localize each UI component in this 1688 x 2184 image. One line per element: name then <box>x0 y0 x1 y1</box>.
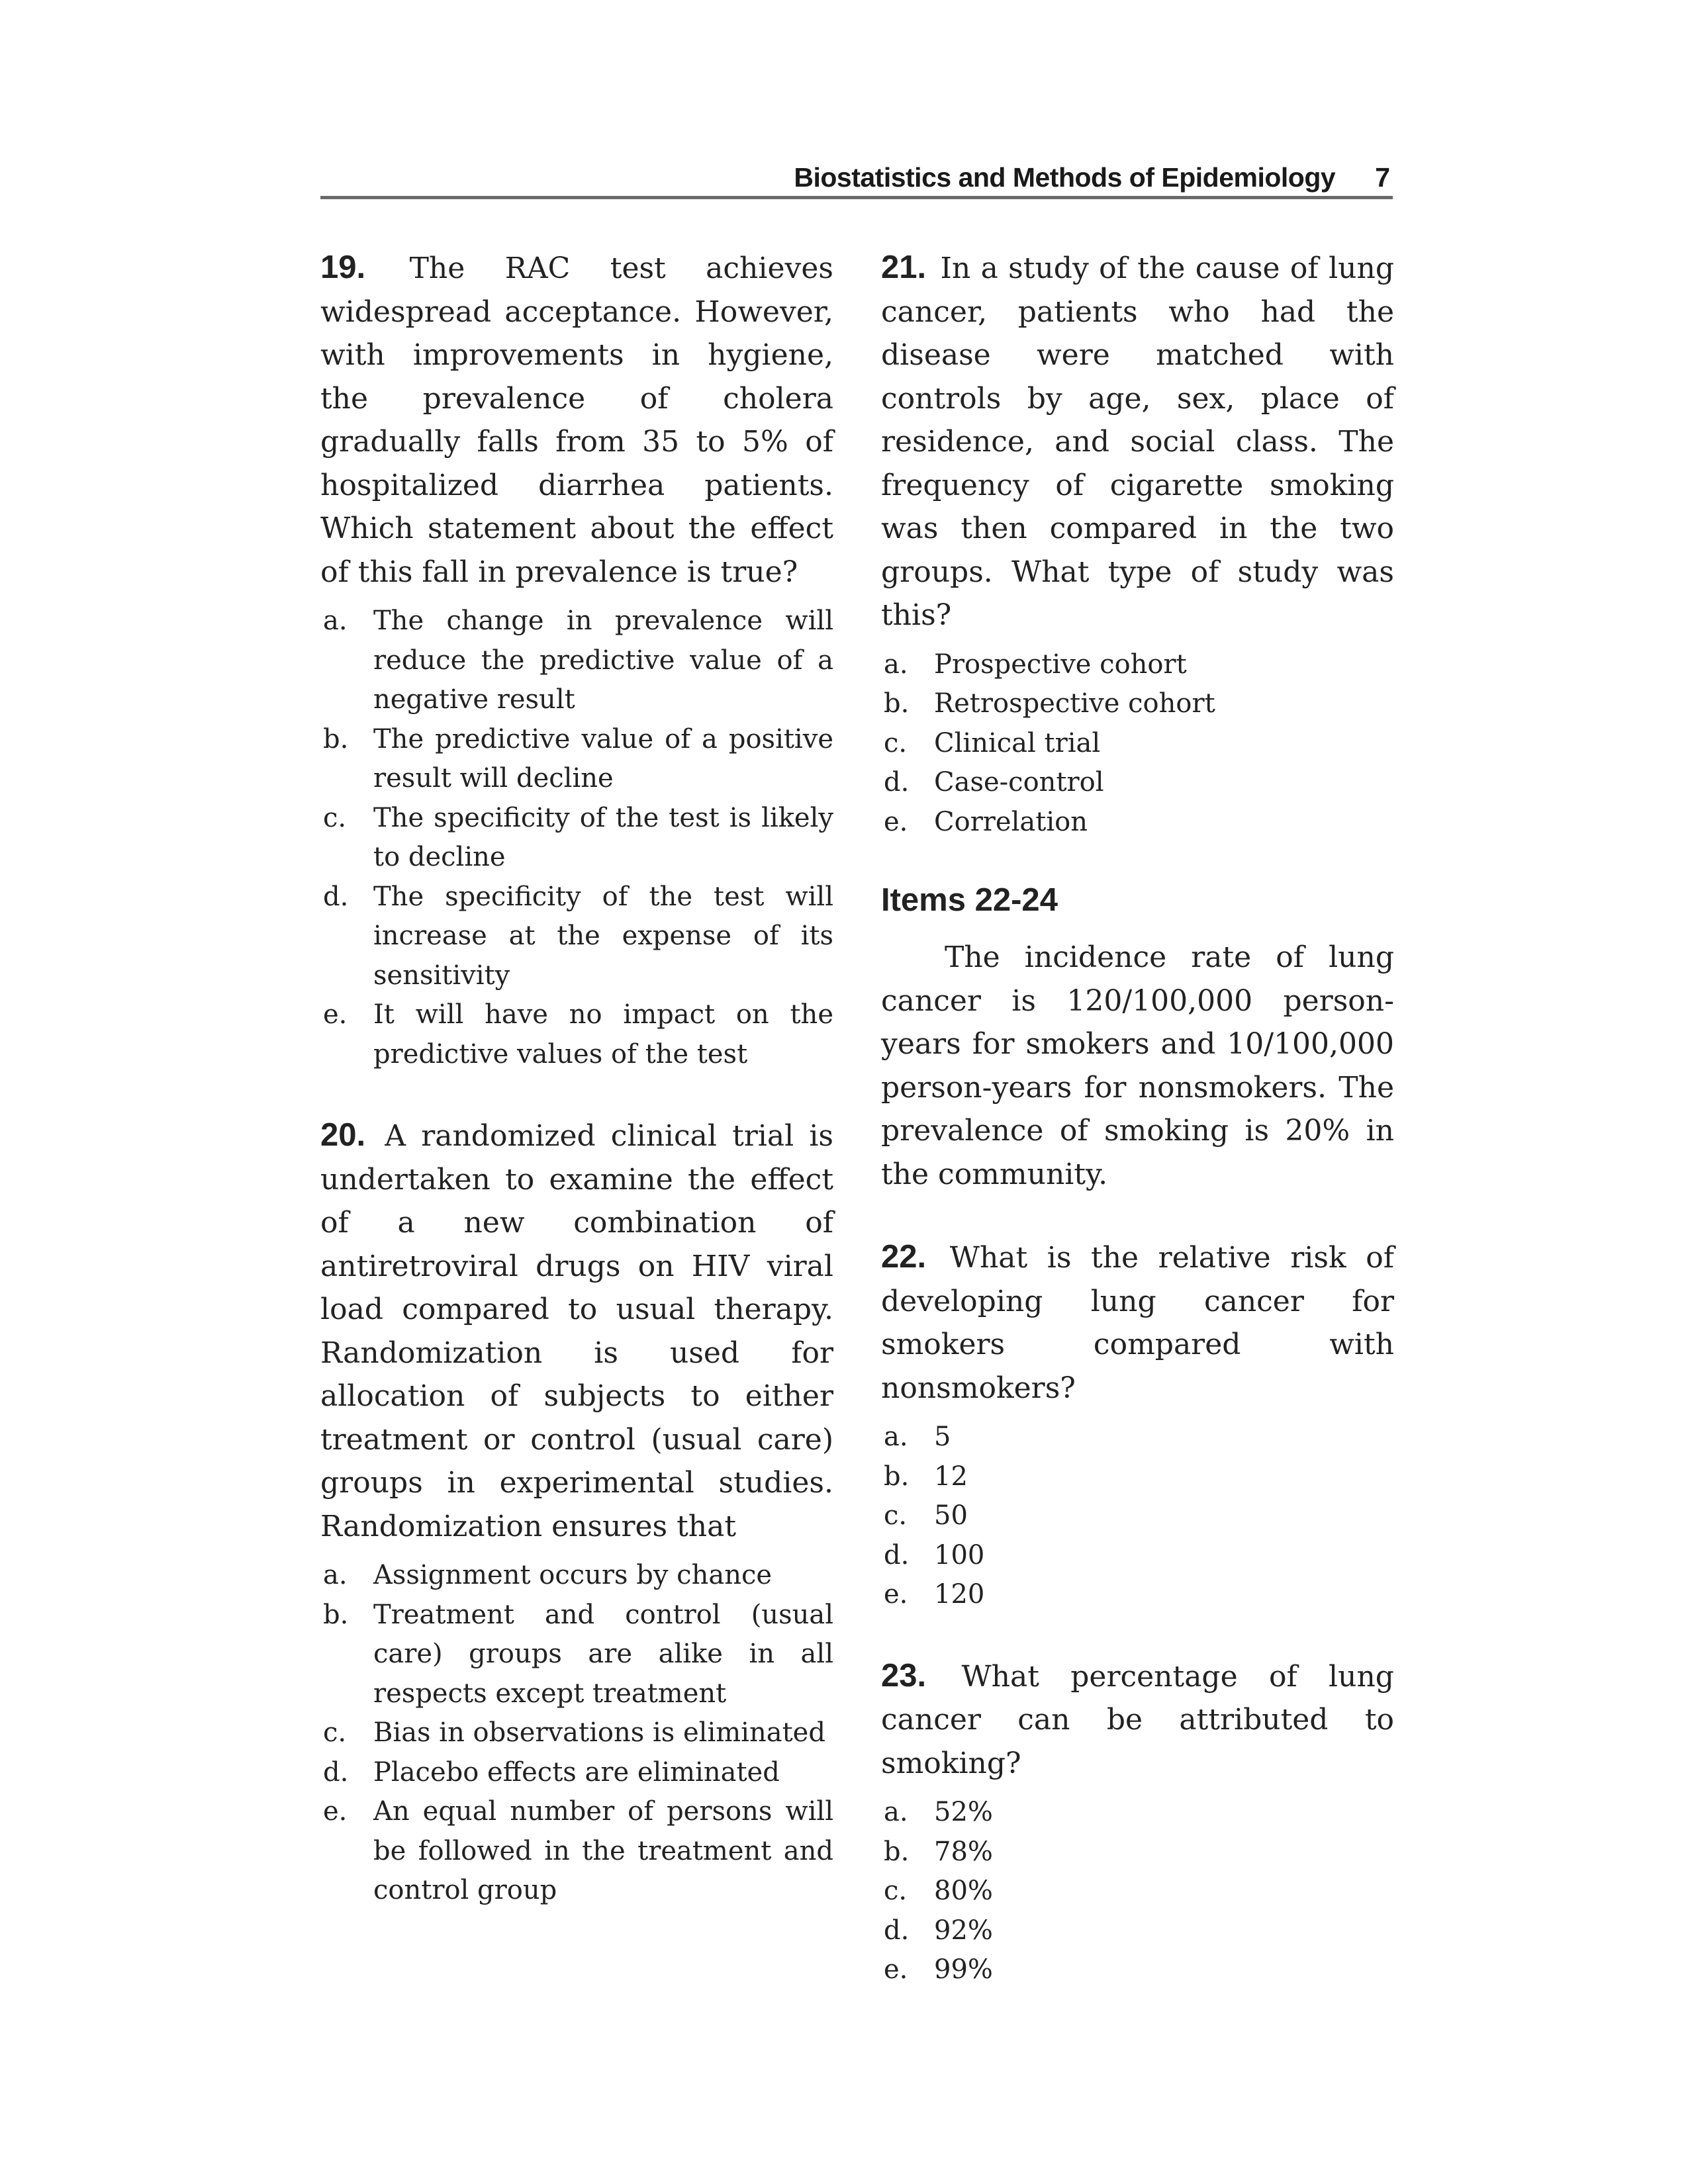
option-text: 12 <box>934 1461 968 1492</box>
option-text: Prospective cohort <box>934 649 1187 680</box>
option-letter: b. <box>323 1599 349 1630</box>
answer-options <box>881 645 1394 842</box>
option-letter: e. <box>884 806 908 837</box>
items-passage: The incidence rate of lung cancer is 120/100,000 person-years for smokers and 10/100,000 person-years for nonsmokers. The prevalence of smoking is 20% in the community. <box>881 940 1394 1191</box>
question-number: 22. <box>881 1239 927 1275</box>
question-text: In a study of the cause of lung cancer, patients who had the disease were matched with controls by age, sex, place of residence, and social class. The frequency of cigarette smoking was then compared in the two groups. What type of study was this? <box>881 251 1394 632</box>
page-number: 7 <box>1375 162 1390 193</box>
option-letter: d. <box>884 1539 910 1570</box>
question-text: What percentage of lung cancer can be attributed to smoking? <box>881 1659 1394 1780</box>
question-number: 23. <box>881 1657 927 1694</box>
answer-options <box>320 602 833 1074</box>
option-letter: b. <box>323 723 349 754</box>
items-22-24-block <box>881 882 1394 1196</box>
answer-option <box>881 1793 1394 1833</box>
question-19 <box>320 246 833 1074</box>
answer-option <box>320 602 833 720</box>
answer-options <box>320 1556 833 1911</box>
running-header-title: Biostatistics and Methods of Epidemiology <box>794 162 1336 193</box>
question-22-stem <box>881 1236 1394 1410</box>
option-letter: b. <box>884 1836 910 1867</box>
option-letter: a. <box>323 1560 348 1590</box>
answer-option <box>881 724 1394 764</box>
option-text: 5 <box>934 1422 951 1452</box>
option-letter: a. <box>884 1422 908 1452</box>
left-column <box>320 246 833 1950</box>
question-23 <box>881 1655 1394 1990</box>
option-text: 78% <box>934 1836 993 1867</box>
option-text: Clinical trial <box>934 727 1101 758</box>
question-text: The RAC test achieves widespread acceptance. However, with improvements in hygiene, the prevalence of cholera gradually falls from 35 to 5% of hospitalized diarrhea patients. Which statement about the effect of this fall in prevalence is true? <box>320 251 833 589</box>
option-letter: c. <box>323 1717 347 1748</box>
option-text: It will have no impact on the predictive values of the test <box>373 999 833 1069</box>
question-number: 19. <box>320 250 366 285</box>
answer-option <box>881 803 1394 842</box>
option-letter: c. <box>884 1500 908 1531</box>
answer-option <box>881 1950 1394 1990</box>
option-letter: b. <box>884 1461 910 1492</box>
option-letter: e. <box>884 1579 908 1610</box>
question-19-stem <box>320 246 833 594</box>
answer-option <box>320 878 833 996</box>
question-text: What is the relative risk of developing lung cancer for smokers compared with nonsmokers? <box>881 1241 1394 1405</box>
option-text: 92% <box>934 1915 993 1946</box>
option-text: Correlation <box>934 806 1088 837</box>
answer-option <box>881 645 1394 685</box>
answer-option <box>320 1753 833 1793</box>
answer-option <box>320 1556 833 1596</box>
answer-option <box>881 1575 1394 1615</box>
option-letter: a. <box>884 649 908 680</box>
option-letter: e. <box>323 999 348 1030</box>
answer-options <box>881 1418 1394 1615</box>
question-number: 20. <box>320 1117 366 1153</box>
answer-option <box>881 1833 1394 1872</box>
option-letter: e. <box>884 1954 908 1985</box>
answer-option <box>881 1872 1394 1911</box>
option-text: Assignment occurs by chance <box>373 1560 773 1590</box>
answer-option <box>881 1457 1394 1497</box>
option-text: The specificity of the test will increase at the expense of its sensitivity <box>373 881 833 991</box>
items-heading: Items 22-24 <box>881 882 1058 918</box>
answer-option <box>881 1536 1394 1576</box>
option-text: Case-control <box>934 767 1104 797</box>
option-letter: d. <box>884 767 910 797</box>
option-letter: b. <box>884 688 910 719</box>
question-20 <box>320 1114 833 1911</box>
option-text: The predictive value of a positive result will decline <box>373 723 833 794</box>
answer-options <box>881 1793 1394 1990</box>
option-letter: e. <box>323 1796 348 1827</box>
option-text: 100 <box>934 1539 985 1570</box>
option-letter: c. <box>884 727 908 758</box>
right-column <box>881 246 1394 2030</box>
option-text: An equal number of persons will be followed in the treatment and control group <box>373 1796 833 1905</box>
answer-option <box>320 995 833 1074</box>
option-letter: d. <box>323 1756 349 1788</box>
question-22 <box>881 1236 1394 1615</box>
answer-option <box>320 799 833 878</box>
option-letter: a. <box>884 1797 908 1827</box>
question-21 <box>881 246 1394 842</box>
answer-option <box>881 1418 1394 1457</box>
option-text: Placebo effects are eliminated <box>373 1756 780 1788</box>
option-text: Treatment and control (usual care) groups are alike in all respects except treatment <box>373 1599 833 1709</box>
option-text: The specificity of the test is likely to decline <box>373 802 833 872</box>
option-text: The change in prevalence will reduce the predictive value of a negative result <box>373 606 833 715</box>
answer-option <box>881 763 1394 803</box>
answer-option <box>320 1792 833 1911</box>
answer-option <box>320 1596 833 1714</box>
answer-option <box>881 684 1394 724</box>
option-text: 52% <box>934 1797 993 1827</box>
option-text: Retrospective cohort <box>934 688 1215 719</box>
option-letter: a. <box>323 606 348 636</box>
option-letter: c. <box>884 1876 908 1906</box>
running-header <box>320 159 1393 199</box>
question-20-stem <box>320 1114 833 1548</box>
option-text: Bias in observations is eliminated <box>373 1717 825 1748</box>
option-letter: c. <box>323 802 347 833</box>
option-letter: d. <box>884 1915 910 1946</box>
option-text: 120 <box>934 1579 985 1610</box>
question-text: A randomized clinical trial is undertaken to examine the effect of a new combination of antiretroviral drugs on HIV viral load compared to usual therapy. Randomization is used for allocation of subjects to either treatment or control (usual care) groups in experimental studies. Randomization ensures that <box>320 1119 833 1543</box>
question-number: 21. <box>881 250 927 285</box>
answer-option <box>320 1713 833 1753</box>
answer-option <box>320 720 833 799</box>
answer-option <box>881 1496 1394 1536</box>
option-letter: d. <box>323 881 349 912</box>
answer-option <box>881 1911 1394 1951</box>
question-23-stem <box>881 1655 1394 1786</box>
option-text: 99% <box>934 1954 993 1985</box>
option-text: 80% <box>934 1876 993 1906</box>
option-text: 50 <box>934 1500 968 1531</box>
question-21-stem <box>881 246 1394 637</box>
